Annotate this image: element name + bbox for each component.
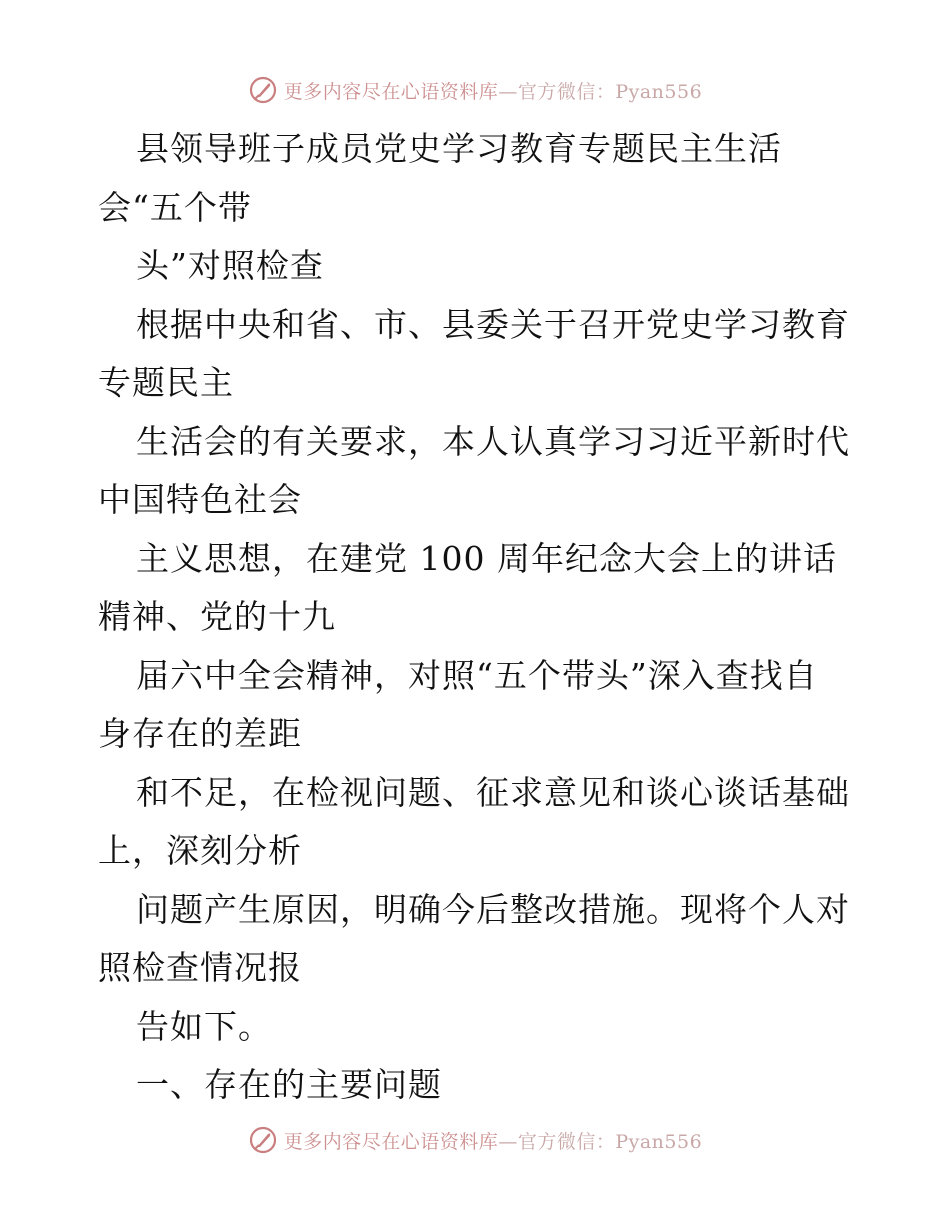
- text-line: 头”对照检查: [136, 246, 324, 285]
- watermark-separator: —: [498, 1130, 518, 1153]
- text-line: 专题民主: [98, 363, 234, 402]
- text-line: 上，深刻分析: [98, 831, 302, 870]
- watermark-text: [284, 77, 702, 104]
- watermark-group: [248, 1125, 702, 1155]
- watermark-group: [248, 75, 702, 105]
- watermark-main: 更多内容尽在心语资料库: [283, 80, 499, 103]
- feather-pen-logo-icon: [248, 1125, 278, 1155]
- text-line: 精神、党的十九: [98, 597, 336, 636]
- feather-pen-logo-icon: [248, 75, 278, 105]
- text-line: 届六中全会精神，对照“五个带头”深入查找自: [136, 655, 818, 695]
- text-line: 县领导班子成员党史学习教育专题民主生活: [136, 129, 782, 168]
- watermark-id: Pyan556: [615, 80, 703, 103]
- watermark-id: Pyan556: [615, 1130, 703, 1153]
- watermark-main: 更多内容尽在心语资料库: [283, 1130, 499, 1153]
- text-line: 根据中央和省、市、县委关于召开党史学习教育: [136, 304, 850, 344]
- watermark-separator: —: [498, 80, 518, 103]
- text-line: 中国特色社会: [98, 480, 302, 519]
- text-line: 问题产生原因，明确今后整改措施。现将个人对: [136, 889, 850, 929]
- text-line: 一、存在的主要问题: [136, 1065, 442, 1104]
- watermark-official: 官方微信：: [517, 1130, 616, 1153]
- text-line: 照检查情况报: [98, 948, 302, 987]
- document-body: [98, 120, 858, 1115]
- watermark-official: 官方微信：: [517, 80, 616, 103]
- text-line: 和不足，在检视问题、征求意见和谈心谈话基础: [136, 772, 850, 812]
- text-line: 告如下。: [136, 1006, 272, 1046]
- header-watermark: [0, 72, 950, 108]
- text-line: 会“五个带: [98, 187, 252, 227]
- text-line: 主义思想，在建党 100 周年纪念大会上的讲话: [136, 538, 837, 578]
- watermark-text: [284, 1127, 702, 1154]
- text-line: 生活会的有关要求，本人认真学习习近平新时代: [136, 421, 850, 461]
- footer-watermark: [0, 1122, 950, 1158]
- text-line: 身存在的差距: [98, 714, 302, 753]
